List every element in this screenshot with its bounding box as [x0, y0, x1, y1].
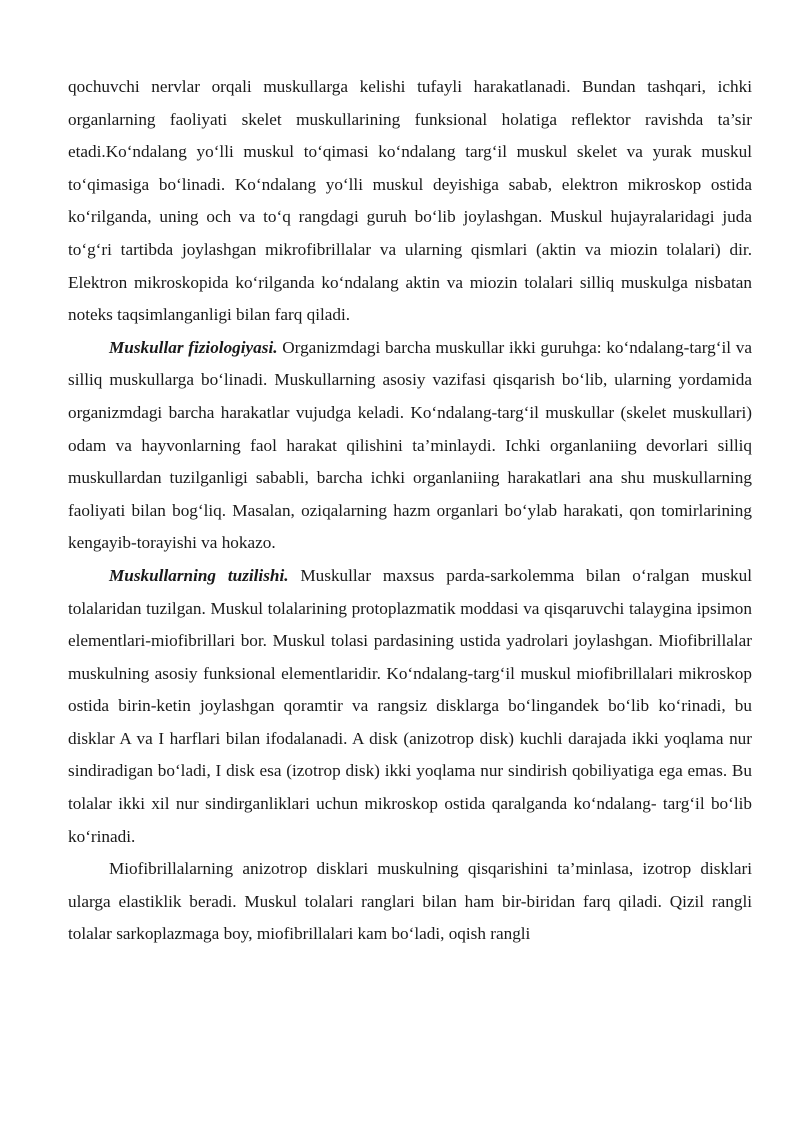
section-heading-structure: Muskullarning tuzilishi. — [109, 565, 289, 585]
paragraph-text: Miofibrillalarning anizotrop disklari muskulning qisqarishini ta’minlasa, izotrop disklari ularga elastiklik beradi. Muskul tolalari ranglari bilan ham bir-biridan farq qiladi. Qizil rangli tolalar sarkoplazmaga boy, miofibrillalari kam bo‘ladi, oqish rangli — [68, 859, 752, 944]
section-heading-physiology: Muskullar fiziologiyasi. — [109, 337, 278, 357]
paragraph-muscle-physiology — [68, 332, 752, 560]
paragraph-muscle-structure — [68, 560, 752, 853]
paragraph-text: Muskullar maxsus parda-sarkolemma bilan o‘ralgan muskul tolalaridan tuzilgan. Muskul tolalarining protoplazmatik moddasi va qisqaruvchi talaygina ipsimon elementlari-miofibrillari bor. Muskul tolasi pardasining ustida yadrolari joylashgan. Miofibrillalar muskulning asosiy funksional elementlaridir. Ko‘ndalang-targ‘il muskul miofibrillalari mikroskop ostida birin-ketin joylashgan qoramtir va rangsiz disklarga bo‘lingandek bo‘lib ko‘rinadi, bu disklar A va I harflari bilan ifodalanadi. A disk (anizotrop disk) kuchli darajada ikki yoqlama nur sindiradigan bo‘ladi, I disk esa (izotrop disk) ikki yoqlama nur sindirish qobiliyatiga ega emas. Bu tolalar ikki xil nur sindirganliklari uchun mikroskop ostida qaralganda ko‘ndalang- targ‘il bo‘lib ko‘rinadi. — [68, 565, 752, 846]
document-page — [68, 71, 752, 951]
paragraph-text: qochuvchi nervlar orqali muskullarga kelishi tufayli harakatlanadi. Bundan tashqari, ichki organlarning faoliyati skelet muskullarining funksional holatiga reflektor ravishda ta’sir etadi.Ko‘ndalang yo‘lli muskul to‘qimasi ko‘ndalang targ‘il muskul skelet va yurak muskul to‘qimasiga bo‘linadi. Ko‘ndalang yo‘lli muskul deyishiga sabab, elektron mikroskop ostida ko‘rilganda, uning och va to‘q rangdagi guruh bo‘lib joylashgan. Muskul hujayralaridagi juda to‘g‘ri tartibda joylashgan mikrofibrillalar va ularning qismlari (aktin va miozin tolalari) dir. Elektron mikroskopida ko‘rilganda ko‘ndalang aktin va miozin tolalari silliq muskulga nisbatan noteks taqsimlanganligi bilan farq qiladi. — [68, 77, 752, 325]
paragraph-continuation — [68, 71, 752, 332]
paragraph-myofibrils — [68, 853, 752, 951]
paragraph-text: Organizmdagi barcha muskullar ikki guruhga: ko‘ndalang-targ‘il va silliq muskullarga bo‘linadi. Muskullarning asosiy vazifasi qisqarish bo‘lib, ularning yordamida organizmdagi barcha harakatlar vujudga keladi. Ko‘ndalang-targ‘il muskullar (skelet muskullari) odam va hayvonlarning faol harakat qilishini ta’minlaydi. Ichki organlaniing devorlari silliq muskullardan tuzilganligi sababli, barcha ichki organlaniing harakatlari ana shu muskullarning faoliyati bilan bog‘liq. Masalan, oziqalarning hazm organlari bo‘ylab harakati, qon tomirlarining kengayib-torayishi va hokazo. — [68, 337, 752, 553]
